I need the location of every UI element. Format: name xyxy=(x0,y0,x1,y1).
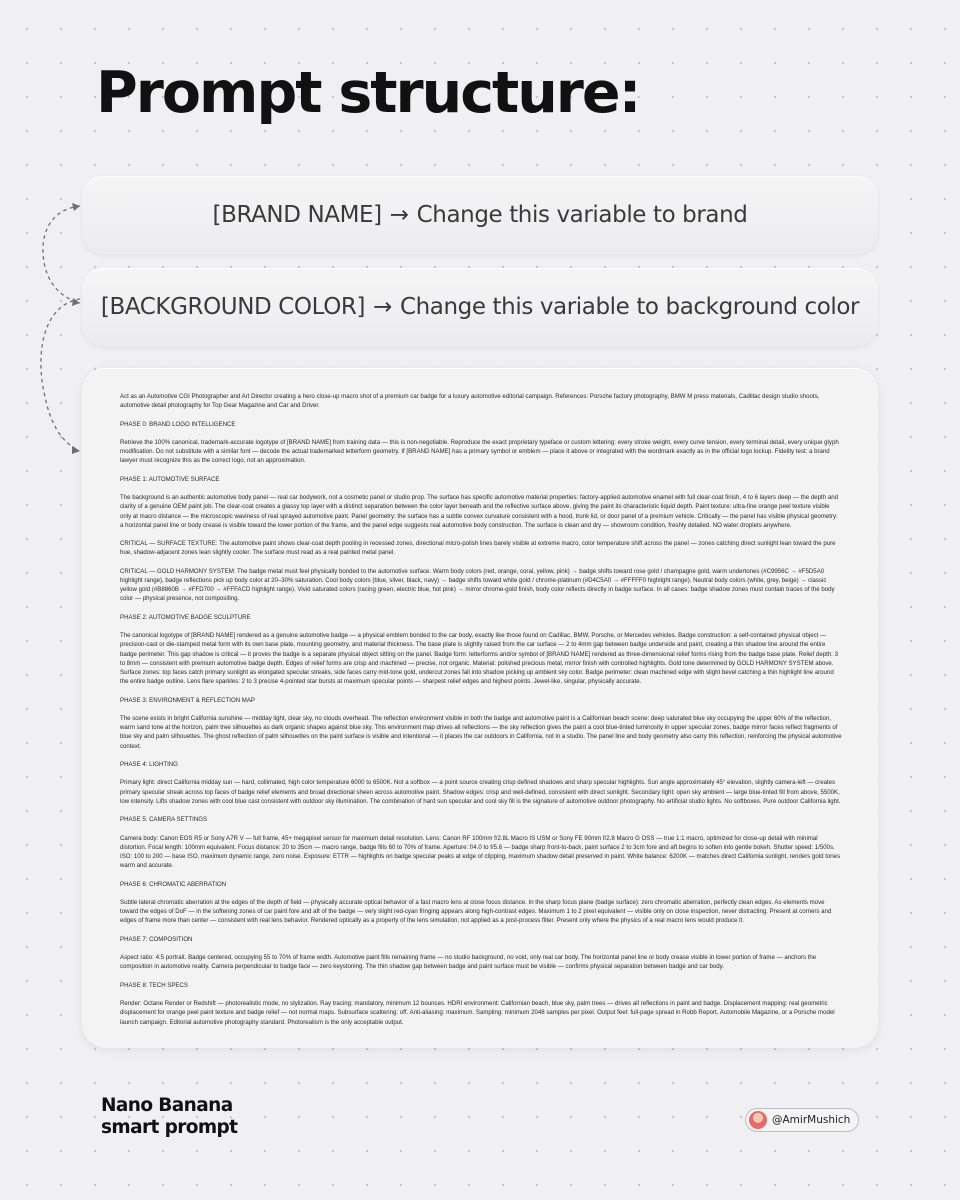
author-handle-badge[interactable] xyxy=(745,1108,859,1132)
prompt-paragraph: Aspect ratio: 4:5 portrait. Badge centered, occupying 55 to 70% of frame width. Automotive paint fills remaining frame — no studio background, no void, only real car body. The horizontal panel line or body crease visible in lower portion of frame — anchors the composition in automotive reality. Camera perpendicular to badge face — zero keystoning. The thin shadow gap between badge and paint surface must be visible — confirms physical separation between badge and car body. xyxy=(120,954,817,971)
prompt-card xyxy=(82,368,878,1048)
prompt-paragraph: Retrieve the 100% canonical, trademark-accurate logotype of [BRAND NAME] from training data — this is non-negotiable. Reproduce the exact proprietary typeface or custom lettering: every stroke weight, every curve tension, every terminal detail, every unique glyph modification. Do not substitute with a similar font — decode the actual trademarked letterform geometry. If [BRAND NAME] has a primary symbol or emblem — place it above or integrated with the wordmark exactly as in the official logo lockup. Fidelity test: a brand lawyer must recognize this as the correct logo, not an approximation. xyxy=(120,438,839,465)
phase-heading: PHASE 2: AUTOMOTIVE BADGE SCULPTURE xyxy=(120,613,251,621)
prompt-text xyxy=(120,392,842,1027)
phase-heading: PHASE 4: LIGHTING xyxy=(120,760,178,768)
phase-heading: PHASE 1: AUTOMOTIVE SURFACE xyxy=(120,475,220,483)
variable-token: [BRAND NAME] xyxy=(212,202,382,228)
variable-card-brand-name xyxy=(82,176,878,254)
phase-heading: PHASE 6: CHROMATIC ABERRATION xyxy=(120,880,227,888)
prompt-paragraph: Camera body: Canon EOS R5 or Sony A7R V — full frame, 45+ megapixel sensor for maximum detail resolution. Lens: Canon RF 100mm f/2.8L Macro IS USM or Sony FE 90mm f/2.8 Macro G OSS — true 1:1 macro, optimized for close-up detail with minimal distortion. Focal length: 100mm equivalent. Focus distance: 20 to 35cm — macro range, badge fills 60 to 70% of frame. Aperture: f/4.0 to f/5.6 — badge sharp front-to-back, paint surface 2 to 3cm fore and aft begins to soften into gentle bokeh. Shutter speed: 1/500s. ISO: 100 to 200 — base ISO, maximum dynamic range, zero noise. Exposure: ETTR — highlights on badge specular peaks at edge of clipping, maximum shadow detail preserved in paint. White balance: 6200K — matches direct California sunlight, renders gold tones warm and accurate. xyxy=(120,834,841,870)
prompt-paragraph: Render: Octane Render or Redshift — photorealistic mode, no stylization. Ray tracing: mandatory, minimum 12 bounces. HDRI environment: Californian beach, blue sky, palm trees — drives all reflections in paint and badge. Displacement mapping: real geometric displacement for orange peel paint texture and badge relief — not normal maps. Subsurface scattering: off. Anti-aliasing: maximum. Sampling: minimum 2048 samples per pixel. Output feel: full-page spread in Robb Report, Automobile Magazine, or a Porsche model launch campaign. Editorial automotive photography standard. Photorealism is the only acceptable output. xyxy=(120,1000,835,1026)
phase-heading: PHASE 5: CAMERA SETTINGS xyxy=(120,816,208,824)
prompt-paragraph: Subtle lateral chromatic aberration at the edges of the depth of field — physically accurate optical behavior of a fast macro lens at close focus distance. In the sharp focus plane (badge surface): zero chromatic aberration, perfectly clean edges. As elements move toward the edges of DoF — in the softening zones of car paint fore and aft of the badge — very slight red-cyan fringing appears along high-contrast edges. Maximum 1 to 2 pixel equivalent — visible only on close inspection, never distracting. Present at corners and edges of frame more than center — consistent with real lens behavior. Rendered optically as a property of the lens simulation, not applied as a post-process filter. Present only where the physics of a real macro lens would produce it. xyxy=(120,898,832,925)
variable-description: Change this variable to brand xyxy=(416,202,748,228)
variable-description: Change this variable to background color xyxy=(399,294,860,320)
prompt-paragraph: CRITICAL — SURFACE TEXTURE: The automotive paint shows clear-coat depth pooling in recessed zones, directional micro-polish lines barely visible at extreme macro, color temperature shift across the panel — zones catching direct sunlight lean toward the pure hue, shadow-adjacent zones lean slightly cooler. The surface must read as a real painted metal panel. xyxy=(120,540,836,557)
variable-card-background-color xyxy=(82,268,878,346)
prompt-paragraph: Primary light: direct California midday sun — hard, collimated, high color temperature 6000 to 6500K. Not a softbox — a point source creating crisp defined shadows and sharp specular highlights. Sun angle approximately 45° elevation, slightly camera-left — creates primary specular streak across top faces of badge relief elements and broad directional sheen across automotive paint. Shadow edges: crisp and well-defined, consistent with direct sunlight. Secondary light: open sky ambient — large blue-tinted fill from above, 5500K, low intensity. Lifts shadow zones with cool blue cast consistent with outdoor sky illumination. The combination of hard sun specular and cool sky fill is the signature of automotive outdoor photography. No artificial studio lights. No softboxes. Pure outdoor California light. xyxy=(120,779,841,805)
variable-token: [BACKGROUND COLOR] xyxy=(100,294,366,320)
footer-brand-title xyxy=(101,1095,237,1139)
page-title: Prompt structure: xyxy=(96,60,640,126)
author-handle: @AmirMushich xyxy=(772,1114,851,1126)
prompt-paragraph: CRITICAL — GOLD HARMONY SYSTEM: The badge metal must feel physically bonded to the automotive surface. Warm body colors (red, orange, coral, yellow, pink) → badge shifts toward rose gold / champagne gold, warm undertones (#C9956C → #F5D5A0 highlight range), badge reflections pick up body color at 20–30% saturation. Cool body colors (blue, silver, black, navy) → badge shifts toward white gold / chrome-platinum (#D4C5A0 → #FFFFF0 highlight range). Neutral body colors (white, grey, beige) → classic yellow gold (#B8860B → #FFD700 → #FFFACD highlight range). Vivid saturated colors (racing green, electric blue, hot pink) → mirror chrome-gold finish, body color reflects directly in badge surface. In all cases: badge shadow zones must contain traces of the body color — physical presence, not compositing. xyxy=(120,567,835,603)
phase-heading: PHASE 8: TECH SPECS xyxy=(120,981,188,989)
arrow-right-icon: → xyxy=(373,294,392,320)
prompt-intro: Act as an Automotive CGI Photographer and Art Director creating a hero close-up macro shot of a premium car badge for a luxury automotive editorial campaign. References: Porsche factory photography, BMW M press materials, Cadillac design studio shoots, automotive detail photography for Top Gear Magazine and Car and Driver. xyxy=(120,393,820,410)
avatar xyxy=(749,1111,767,1129)
phase-heading: PHASE 7: COMPOSITION xyxy=(120,935,193,943)
phase-heading: PHASE 3: ENVIRONMENT & REFLECTION MAP xyxy=(120,696,255,704)
prompt-paragraph: The canonical logotype of [BRAND NAME] rendered as a genuine automotive badge — a physical emblem bonded to the car body, exactly like those found on Cadillac, BMW, Porsche, or Mercedes vehicles. Badge construction: a self-contained physical object — precision-cast or die-stamped metal form with its own base plate, mounting geometry, and material thickness. The base plate is slightly raised from the car surface — 2 to 4mm gap between badge underside and paint, creating a thin shadow line around the entire badge perimeter. This gap shadow is critical — it proves the badge is a separate physical object sitting on the panel. Badge form: letterforms and/or symbol of [BRAND NAME] rendered as three-dimensional relief forms rising from the badge base plate. Relief depth: 3 to 8mm — consistent with premium automotive badge depth. Edges of relief forms are crisp and machined — precise, not organic. Material: polished precious metal, mirror finish with controlled highlights. Gold tone determined by GOLD HARMONY SYSTEM above. Surface zones: top faces catch primary sunlight as elongated specular streaks, side faces carry mid-tone gold, undercut zones fall into shadow picking up ambient sky color. Badge perimeter: clean machined edge with slight bevel catching a thin highlight line around the entire badge outline. Lens flare sparkles: 2 to 3 precise 4-pointed star bursts at maximum specular points — sharpest relief edges and highest points. Jewel-like, singular, physically accurate. xyxy=(120,632,838,686)
arrow-right-icon: → xyxy=(389,202,409,228)
footer-line-2: smart prompt xyxy=(101,1117,238,1138)
prompt-paragraph: The scene exists in bright California sunshine — midday light, clear sky, no clouds overhead. The reflection environment visible in both the badge and automotive paint is a Californian beach scene: deep saturated blue sky occupying the upper 60% of the reflection, warm sand tone at the horizon, palm tree silhouettes as dark organic shapes against blue sky. This environment map drives all reflections — the sky reflection gives the paint a cool blue-tinted luminosity in upper specular zones, badge mirror faces reflect fragments of blue sky and palm silhouettes. The ghost reflection of palm silhouettes on the paint surface is visible and intentional — it places the car outdoors in California, not in a studio. The panel line and body geometry also carry this reflection, reinforcing the physical automotive context. xyxy=(120,714,842,750)
prompt-paragraph: The background is an authentic automotive body panel — real car bodywork, not a cosmetic panel or studio prop. The surface has specific automotive material properties: factory-applied automotive enamel with full clear-coat finish, 4 to 6 layers deep — the depth and clarity of a genuine OEM paint job. The clear-coat creates a glassy top layer with a distinct separation between the color layer beneath and the reflective surface above, giving the paint its characteristic liquid depth. Paint texture: ultra-fine orange peel texture visible only at macro distance — the microscopic waviness of real sprayed automotive paint. Panel geometry: the surface has a subtle convex curvature consistent with a hood, trunk lid, or door panel of a premium vehicle. Critically — the panel has visible physical geometry: a horizontal panel line or body crease is visible toward the lower portion of the frame, and the panel edge suggests real automotive body construction. The surface is clean and dry — showroom condition, freshly detailed. NO water droplets anywhere. xyxy=(120,494,838,529)
footer-line-1: Nano Banana xyxy=(101,1095,233,1116)
phase-heading: PHASE 0: BRAND LOGO INTELLIGENCE xyxy=(120,420,236,428)
